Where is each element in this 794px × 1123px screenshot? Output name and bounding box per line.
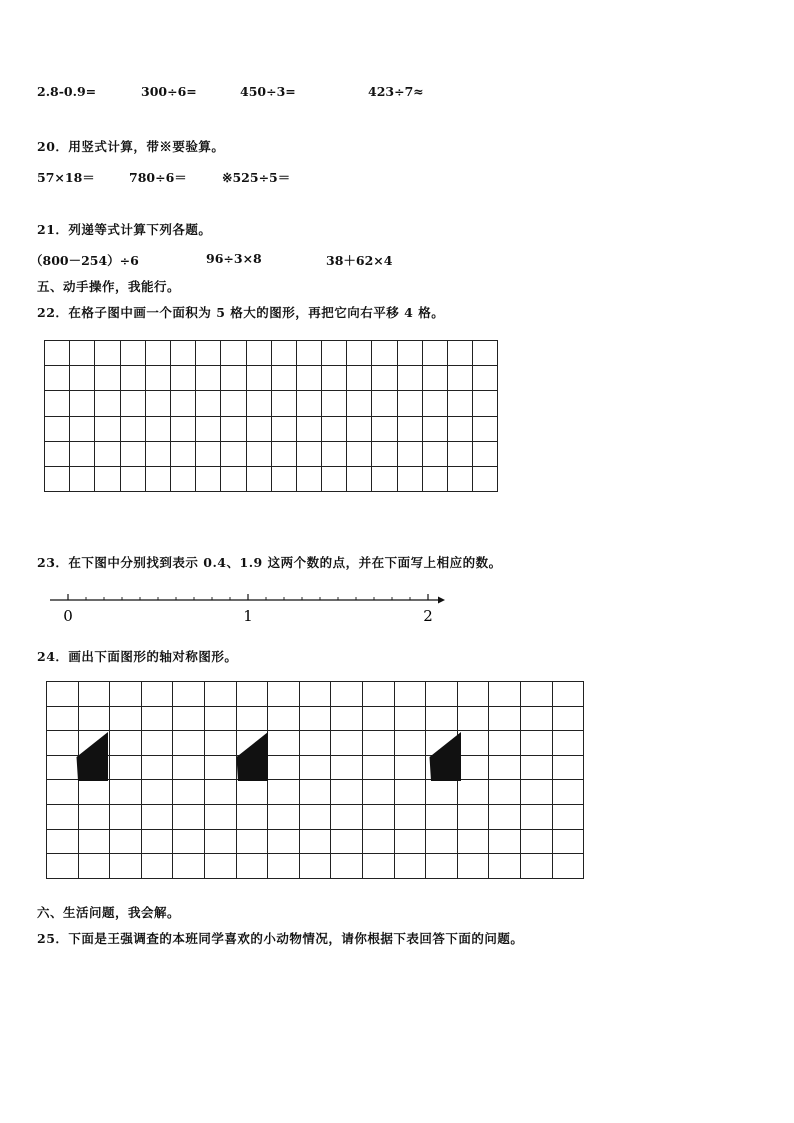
question-22-title: 22．在格子图中画一个面积为 5 格大的图形，再把它向右平移 4 格。 (37, 305, 445, 320)
grid-cell[interactable] (45, 466, 70, 491)
grid-cell[interactable] (170, 366, 195, 391)
grid-cell[interactable] (322, 391, 347, 416)
grid-cell[interactable] (296, 341, 321, 366)
grid-cell[interactable] (397, 391, 422, 416)
number-line-label: 0 (63, 607, 73, 625)
grid-cell[interactable] (45, 416, 70, 441)
grid-cell[interactable] (170, 391, 195, 416)
question-20-title: 20．用竖式计算，带※要验算。 (37, 139, 225, 154)
grid-cell[interactable] (271, 416, 296, 441)
grid-cell[interactable] (422, 441, 447, 466)
expr-450-div-3: 450÷3= (240, 84, 296, 99)
grid-cell[interactable] (45, 341, 70, 366)
grid-cell[interactable] (145, 416, 170, 441)
grid-cell[interactable] (120, 341, 145, 366)
grid-cell[interactable] (422, 341, 447, 366)
symmetry-shapes (46, 681, 566, 886)
grid-cell[interactable] (397, 366, 422, 391)
grid-cell[interactable] (347, 391, 372, 416)
grid-cell[interactable] (145, 466, 170, 491)
grid-cell[interactable] (397, 466, 422, 491)
grid-cell[interactable] (397, 416, 422, 441)
number-line-label: 1 (243, 607, 253, 625)
grid-cell[interactable] (196, 391, 221, 416)
quadrilateral-shape-1 (77, 732, 109, 781)
q21-expr-1: （800－254）÷6 (30, 253, 139, 268)
grid-cell[interactable] (70, 366, 95, 391)
grid-cell[interactable] (422, 466, 447, 491)
grid-cell[interactable] (196, 466, 221, 491)
grid-cell[interactable] (170, 341, 195, 366)
grid-cell[interactable] (271, 341, 296, 366)
question-21-title: 21．列递等式计算下列各题。 (37, 222, 212, 237)
grid-cell[interactable] (120, 441, 145, 466)
number-line[interactable] (50, 588, 450, 628)
expr-300-div-6: 300÷6= (141, 84, 197, 99)
grid-cell[interactable] (322, 366, 347, 391)
grid-cell[interactable] (422, 416, 447, 441)
grid-cell[interactable] (296, 366, 321, 391)
quadrilateral-shape-3 (430, 732, 462, 781)
grid-cell[interactable] (196, 416, 221, 441)
grid-cell[interactable] (145, 341, 170, 366)
grid-cell[interactable] (221, 366, 246, 391)
grid-cell[interactable] (473, 391, 498, 416)
grid-cell[interactable] (322, 466, 347, 491)
grid-cell[interactable] (221, 416, 246, 441)
grid-cell[interactable] (95, 366, 120, 391)
grid-cell[interactable] (246, 466, 271, 491)
q20-expr-3: ※525÷5＝ (222, 170, 291, 185)
grid-cell[interactable] (372, 441, 397, 466)
grid-cell[interactable] (271, 466, 296, 491)
grid-cell[interactable] (397, 341, 422, 366)
grid-cell[interactable] (170, 441, 195, 466)
grid-cell[interactable] (347, 341, 372, 366)
q21-expr-3: 38＋62×4 (326, 253, 393, 268)
grid-cell[interactable] (45, 441, 70, 466)
grid-cell[interactable] (246, 391, 271, 416)
grid-cell[interactable] (473, 441, 498, 466)
grid-cell[interactable] (372, 366, 397, 391)
section-6-heading: 六、生活问题，我会解。 (37, 905, 181, 920)
number-line-label: 2 (423, 607, 433, 625)
grid-cell[interactable] (271, 366, 296, 391)
grid-cell[interactable] (70, 416, 95, 441)
grid-cell[interactable] (70, 441, 95, 466)
grid-cell[interactable] (196, 441, 221, 466)
grid-cell[interactable] (271, 391, 296, 416)
grid-cell[interactable] (145, 391, 170, 416)
grid-22[interactable] (44, 340, 498, 492)
grid-cell[interactable] (221, 441, 246, 466)
grid-cell[interactable] (196, 366, 221, 391)
grid-cell[interactable] (145, 366, 170, 391)
grid-cell[interactable] (246, 416, 271, 441)
grid-cell[interactable] (448, 341, 473, 366)
grid-cell[interactable] (95, 416, 120, 441)
grid-cell[interactable] (70, 391, 95, 416)
grid-cell[interactable] (296, 466, 321, 491)
grid-cell[interactable] (246, 441, 271, 466)
grid-cell[interactable] (372, 416, 397, 441)
q20-expr-2: 780÷6＝ (129, 170, 187, 185)
grid-cell[interactable] (448, 466, 473, 491)
grid-cell[interactable] (347, 416, 372, 441)
expr-423-div-7: 423÷7≈ (368, 84, 424, 99)
grid-cell[interactable] (296, 441, 321, 466)
grid-cell[interactable] (170, 466, 195, 491)
question-25-title: 25．下面是王强调查的本班同学喜欢的小动物情况，请你根据下表回答下面的问题。 (37, 931, 524, 946)
question-24-title: 24．画出下面图形的轴对称图形。 (37, 649, 238, 664)
grid-cell[interactable] (473, 366, 498, 391)
q20-expr-1: 57×18＝ (37, 170, 95, 185)
grid-cell[interactable] (372, 466, 397, 491)
question-23-title: 23．在下图中分别找到表示 0.4、1.9 这两个数的点，并在下面写上相应的数。 (37, 555, 502, 570)
grid-cell[interactable] (322, 416, 347, 441)
grid-cell[interactable] (473, 466, 498, 491)
grid-cell[interactable] (95, 391, 120, 416)
grid-cell[interactable] (372, 391, 397, 416)
grid-cell[interactable] (473, 341, 498, 366)
quadrilateral-shape-2 (237, 732, 269, 781)
grid-cell[interactable] (120, 391, 145, 416)
grid-cell[interactable] (95, 341, 120, 366)
number-line-arrow (438, 597, 445, 604)
section-5-heading: 五、动手操作，我能行。 (37, 279, 181, 294)
q21-expr-2: 96÷3×8 (206, 251, 262, 266)
grid-cell[interactable] (347, 466, 372, 491)
grid-cell[interactable] (271, 441, 296, 466)
grid-cell[interactable] (45, 366, 70, 391)
grid-cell[interactable] (448, 391, 473, 416)
grid-cell[interactable] (296, 391, 321, 416)
grid-cell[interactable] (70, 341, 95, 366)
grid-cell[interactable] (372, 341, 397, 366)
grid-cell[interactable] (322, 441, 347, 466)
grid-cell[interactable] (347, 366, 372, 391)
grid-cell[interactable] (347, 441, 372, 466)
grid-cell[interactable] (120, 416, 145, 441)
grid-cell[interactable] (221, 341, 246, 366)
grid-cell[interactable] (120, 366, 145, 391)
grid-cell[interactable] (95, 466, 120, 491)
grid-cell[interactable] (422, 391, 447, 416)
expr-2-8-minus-0-9: 2.8-0.9= (37, 84, 97, 99)
grid-cell[interactable] (196, 341, 221, 366)
grid-cell[interactable] (95, 441, 120, 466)
grid-cell[interactable] (246, 366, 271, 391)
grid22-table (44, 340, 498, 492)
grid-cell[interactable] (221, 466, 246, 491)
grid-cell[interactable] (45, 391, 70, 416)
grid-cell[interactable] (221, 391, 246, 416)
grid-cell[interactable] (170, 416, 195, 441)
grid-cell[interactable] (296, 416, 321, 441)
grid-cell[interactable] (473, 416, 498, 441)
grid-cell[interactable] (70, 466, 95, 491)
grid-cell[interactable] (322, 341, 347, 366)
grid-cell[interactable] (145, 441, 170, 466)
grid-cell[interactable] (448, 416, 473, 441)
grid-cell[interactable] (397, 441, 422, 466)
grid-cell[interactable] (120, 466, 145, 491)
grid-cell[interactable] (448, 441, 473, 466)
grid-cell[interactable] (448, 366, 473, 391)
grid-cell[interactable] (246, 341, 271, 366)
grid-cell[interactable] (422, 366, 447, 391)
